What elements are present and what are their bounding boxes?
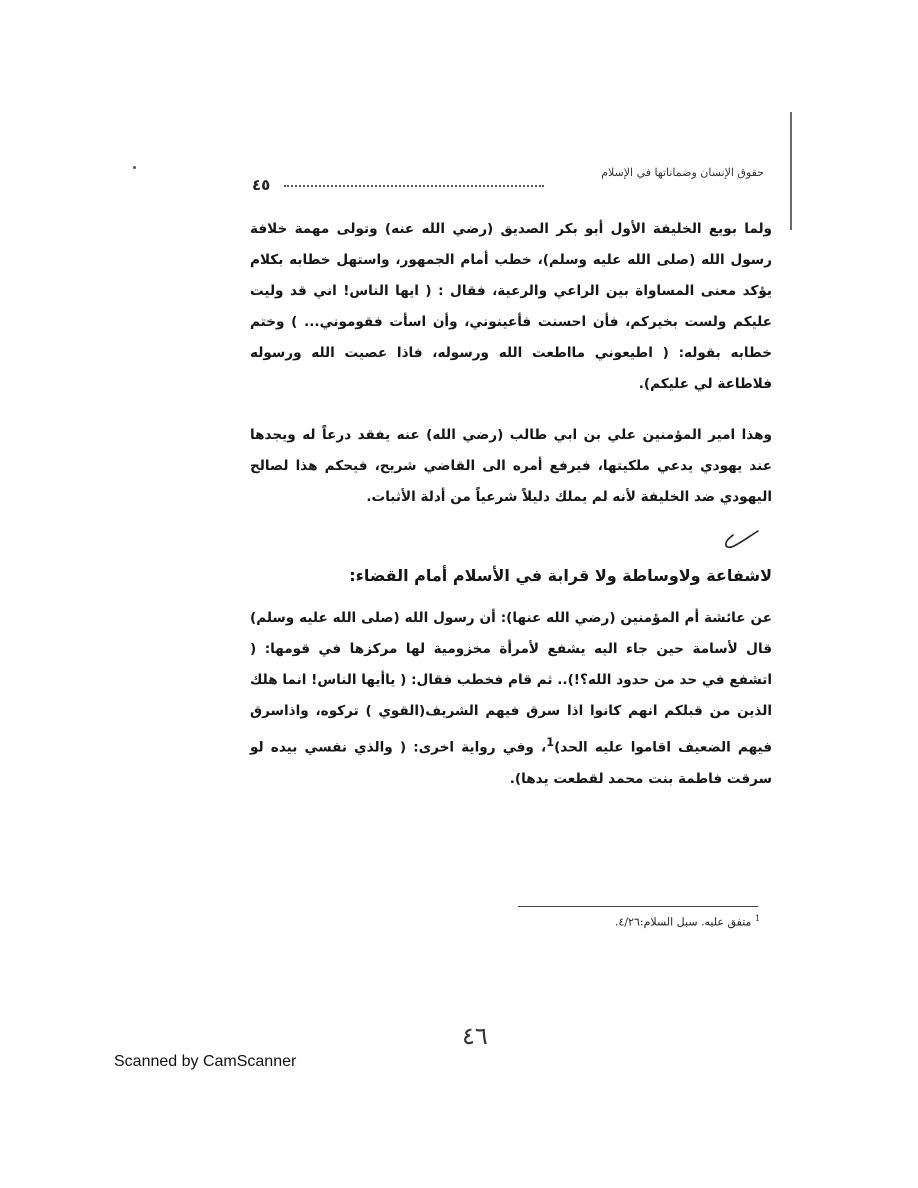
section-heading: لاشفاعة ولاوساطة ولا قرابة في الأسلام أمام القضاء: [349,566,772,585]
footnote-marker: 1 [754,914,760,923]
running-header [252,166,764,200]
paragraph-aisha-continuation: ، وفي رواية اخرى: ( والذي نفسي بيده لو سرقت فاطمة بنت محمد لقطعت يدها). [250,739,772,787]
header-dot-leader [284,185,544,187]
header-title: حقوق الإنسان وضماناتها في الإسلام [601,166,764,179]
scan-speck [133,166,136,169]
handwritten-page-number: ٤٦ [462,1022,488,1050]
scanner-watermark: Scanned by CamScanner [114,1053,297,1070]
footnote [440,914,760,929]
scan-edge-line [790,112,792,230]
footnote-separator [518,906,758,907]
paragraph-abu-bakr: ولما بويع الخليفة الأول أبو بكر الصديق (رضي الله عنه) وتولى مهمة خلافة رسول الله (صلى الله عليه وسلم)، خطب أمام الجمهور، واستهل خطابه بكلام يؤكد معنى المساواة بين الراعي والرعية، فقال : ( ايها الناس! اني قد وليت عليكم ولست بخيركم، فأن احسنت فأعينوني، وأن اسأت فقوموني... ) وختم خطابه بقوله: ( اطيعوني مااطعت الله ورسوله، فاذا عصيت الله ورسوله فلاطاعة لي عليكم). [250,221,772,392]
footnote-text: متفق عليه. سبل السلام:٤/٢٦. [614,915,752,929]
paragraph-aisha [250,603,772,795]
handwritten-tick-icon [722,528,760,552]
paragraph-aisha-text: عن عائشة أم المؤمنين (رضي الله عنها): أن رسول الله (صلى الله عليه وسلم) قال لأسامة حين جاء اليه يشفع لأمرأة مخزومية لها مركزها في قومها: ( اتشفع في حد من حدود الله؟!).. ثم قام فخطب فقال: ( ياأيها الناس! انما هلك الذين من قبلكم انهم كانوا اذا سرق فيهم الشريف(القوي ) تركوه، واذاسرق فيهم الضعيف اقاموا عليه الحد) [250,610,772,756]
footnote-reference: 1 [546,735,555,749]
paragraph-ali: وهذا امير المؤمنين علي بن ابي طالب (رضي الله) عنه يفقد درعاً له ويجدها عند يهودي يدعي ملكيتها، فيرفع أمره الى القاضي شريح، فيحكم هذا لصالح اليهودي ضد الخليفة لأنه لم يملك دليلاً شرعياً من أدلة الأثبات. [250,427,772,505]
page-number: ٤٥ [252,176,271,194]
